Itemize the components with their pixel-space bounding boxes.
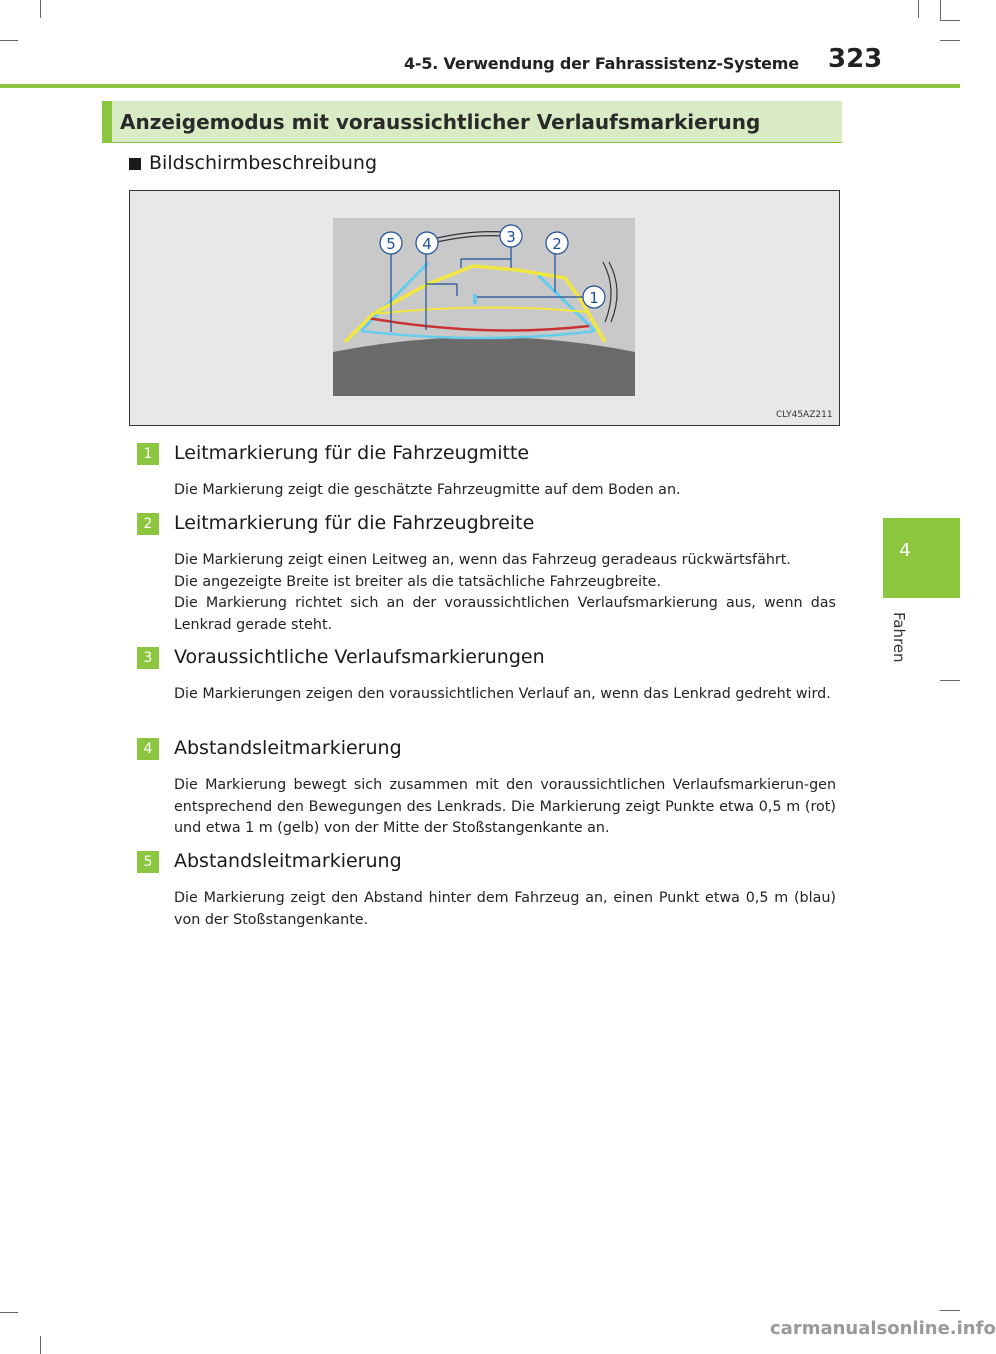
item-description: Die Markierungen zeigen den voraussichtlichen Verlauf an, wenn das Lenkrad gedreht wird. bbox=[174, 686, 831, 702]
watermark: carmanualsonline.info bbox=[770, 1318, 996, 1339]
item-number-badge: 1 bbox=[137, 443, 159, 465]
figure-code: CLY45AZ211 bbox=[776, 410, 833, 420]
item-number-badge: 3 bbox=[137, 647, 159, 669]
item-description: Die Markierung bewegt sich zusammen mit den voraussichtlichen Verlaufsmarkierun-gen entsprechend den Bewegungen des Lenkrads. Die Markierung zeigt Punkte etwa 0,5 m (rot) und etwa 1 m (gelb) von der Mitte der Stoßstangenkante an. bbox=[174, 777, 836, 836]
item-description: Die Markierung zeigt den Abstand hinter dem Fahrzeug an, einen Punkt etwa 0,5 m (blau) von der Stoßstangenkante. bbox=[174, 890, 836, 928]
item-number-badge: 5 bbox=[137, 851, 159, 873]
bumper-area bbox=[333, 337, 635, 396]
running-header-section: 4-5. Verwendung der Fahrassistenz-Systeme bbox=[404, 54, 799, 73]
section-title: Anzeigemodus mit voraussichtlicher Verlaufsmarkierung bbox=[120, 110, 761, 134]
subheading: Bildschirmbeschreibung bbox=[149, 152, 378, 174]
crop-mark bbox=[940, 40, 960, 41]
crop-mark bbox=[940, 20, 960, 21]
chapter-tab-number: 4 bbox=[899, 540, 911, 561]
page-number: 323 bbox=[828, 44, 883, 74]
item-title: Voraussichtliche Verlaufsmarkierungen bbox=[174, 646, 545, 668]
callout-2: 2 bbox=[552, 235, 562, 253]
item-title: Leitmarkierung für die Fahrzeugmitte bbox=[174, 442, 530, 464]
item-title: Abstandsleitmarkierung bbox=[174, 850, 402, 872]
crop-mark bbox=[0, 40, 18, 41]
item-number-badge: 2 bbox=[137, 513, 159, 535]
section-title-rule bbox=[102, 142, 842, 143]
crop-mark bbox=[940, 0, 941, 20]
center-marker bbox=[473, 294, 477, 304]
callout-1: 1 bbox=[589, 289, 599, 307]
callout-3: 3 bbox=[506, 228, 516, 246]
item-description: Die Markierung zeigt die geschätzte Fahrzeugmitte auf dem Boden an. bbox=[174, 482, 681, 498]
square-bullet-icon bbox=[129, 158, 141, 170]
crop-mark bbox=[40, 0, 41, 18]
crop-mark bbox=[40, 1336, 41, 1354]
item-title: Leitmarkierung für die Fahrzeugbreite bbox=[174, 512, 535, 534]
header-rule bbox=[0, 84, 960, 88]
callout-4: 4 bbox=[422, 235, 432, 253]
item-number-badge: 4 bbox=[137, 738, 159, 760]
crop-mark bbox=[918, 0, 919, 18]
crop-mark bbox=[0, 1312, 18, 1313]
crop-mark bbox=[940, 1310, 960, 1311]
item-title: Abstandsleitmarkierung bbox=[174, 737, 402, 759]
chapter-tab-label: Fahren bbox=[890, 612, 908, 663]
crop-mark bbox=[940, 680, 960, 681]
section-title-accent bbox=[102, 101, 112, 143]
rear-camera-illustration bbox=[333, 218, 635, 396]
callout-5: 5 bbox=[386, 235, 396, 253]
item-description: Die Markierung zeigt einen Leitweg an, wenn das Fahrzeug geradeaus rückwärtsfährt. Die angezeigte Breite ist breiter als die tatsächliche Fahrzeugbreite. Die Markierung richtet sich an der voraussichtlichen Verlaufsmarkierung aus, wenn das Lenkrad gerade steht. bbox=[174, 552, 836, 633]
